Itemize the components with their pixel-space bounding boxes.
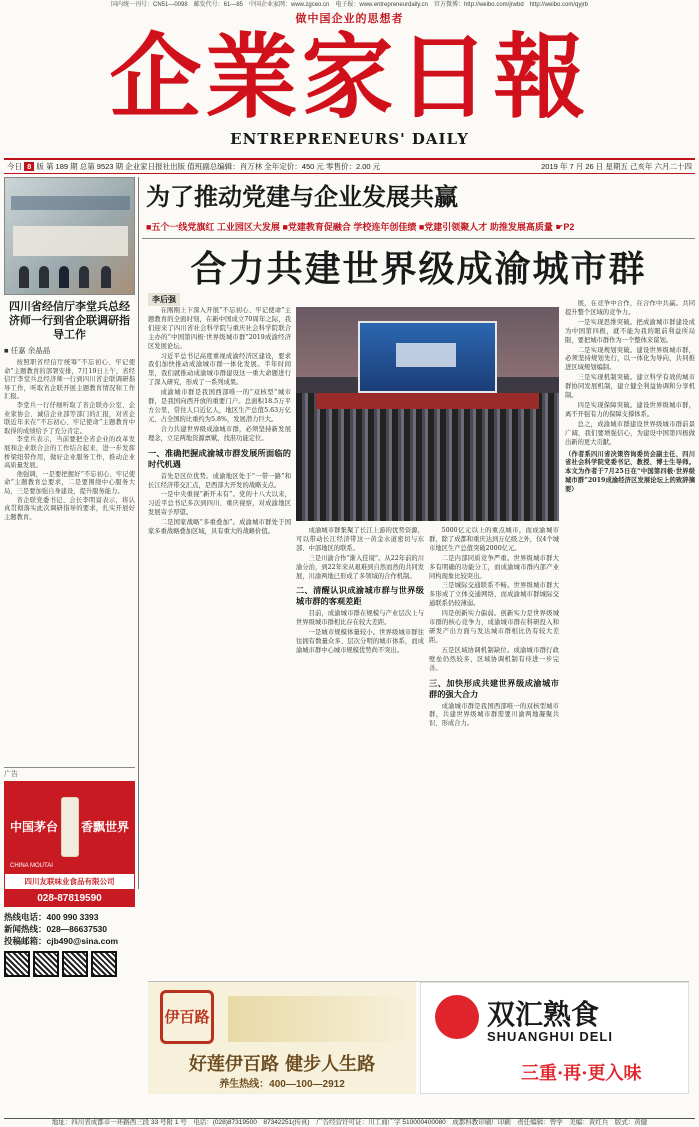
ad-brand-en: CHINA MOUTAI — [10, 863, 53, 869]
paragraph: 一是城市规模体量较小。世界级城市群往往拥有数量众多、层次分明的城市体系，而成渝城市群中心城市规模优势尚不突出。 — [296, 629, 424, 655]
main-headline: 合力共建世界级成渝城市群 — [190, 248, 647, 290]
masthead-chinese: 企業家日報 — [109, 23, 590, 131]
paragraph: 首先是区位优势。成渝地区处于“一带一路”和长江经济带交汇点，是西部大开发的战略支点。 — [148, 472, 291, 489]
hotline-1: 热线电话：400 990 3393 — [4, 912, 99, 922]
column-divider — [138, 177, 139, 889]
paragraph: 省企联党委书记、会长李明富表示，将认真贯彻落实此次调研指导的要求，扎实开展好主题教育。 — [4, 496, 135, 521]
paragraph: 成渝城市群是我国西部唯一的双核型城市群，共建世界级城市群需要川渝两地凝聚共识、形成合力。 — [429, 702, 559, 728]
paragraph: 三是实现机制突破。建立科学有效的城市群协同发展机制，建立健全利益协调和分享机制。 — [565, 374, 695, 400]
paragraph: 四是实现保障突破。建设世界级城市群，离不开强有力的保障支撑体系。 — [565, 401, 695, 418]
issue-date: 2019 年 7 月 26 日 星期五 己亥年 六月二十四 — [541, 162, 692, 171]
paragraph: 5000亿元以上的重点城市，而成渝城市群，除了成都和重庆达到万亿级之外，仅4个城市地区生产总值突破2000亿元。 — [429, 527, 559, 552]
article-column-2 — [296, 527, 424, 979]
ad-brand: 双汇熟食 — [487, 998, 600, 1031]
paragraph: 一是实现思维突破。把成渝城市群建设成为中国第四极，就不能为我的眼前利益所局限，要把城市群作为一个整体来谋划。 — [565, 318, 695, 344]
bottom-ads — [148, 981, 689, 1093]
paragraph: 总之，成渝城市群建设世界级城市群前景广阔，我们要增强信心，为建设中国第四极做出新的更大贡献。 — [565, 420, 695, 446]
kicker-subline: ■五个一线党旗红 工业园区大发展 ■党建教育促融合 学校连年创佳绩 ■党建引领聚人才 助推发展高质量 ☛P2 — [146, 222, 575, 232]
masthead-english: ENTREPRENEURS' DAILY — [230, 130, 469, 148]
paragraph: 习近平总书记高度重视成渝经济区建设，要求我们加快推动成渝城市群一体化发展。半年时间里，我们就推动成渝城市群建设这一重大命题进行了深入研究，形成了一系列成果。 — [148, 352, 291, 387]
author-note: （作者系四川省决策咨询委员会副主任、四川省社会科学院党委书记、教授、博士生导师。本文为作者于7月25日在“中国第四极·世界级城市群”2019成渝经济区发展论坛上的致辞摘要） — [565, 450, 695, 494]
left-article-body — [4, 359, 135, 764]
paragraph: 他强调，一是要把握好“不忘初心、牢记使命”主题教育总要求，二是要围绕中心服务大局，三是要加强自身建设，提升服务能力。 — [4, 470, 135, 495]
paragraph: 二是内部同质竞争严重。世界级城市群大多有明确的功能分工，而成渝城市群内部产业同构现象比较突出。 — [429, 554, 559, 580]
ad-company: 四川友联味业食品有限公司 — [4, 873, 135, 890]
meeting-photo — [4, 177, 135, 295]
paragraph: 一是中央重视“新开未有”。党的十八大以来，习近平总书记多次到四川、重庆视察，对成渝地区发展寄予厚望。 — [148, 491, 291, 517]
issue-info-bar — [4, 158, 695, 174]
author-label: 李后强 — [148, 293, 180, 306]
left-article-headline: 四川省经信厅李堂兵总经济师一行到省企联调研指导工作 — [9, 300, 130, 341]
qr-code-icon — [4, 951, 30, 977]
footer: 地址：四川省成都市一环路西三段 33 号附 1 号 电话：(028)87319500 87342251(传真) 广告经营许可证：川工商广字 510000400080 成都科教印刷厂印刷 责任编辑：曾学 美编：黄红兵 版式：黄健 — [4, 1118, 695, 1127]
paragraph: 成渝城市群集聚了长江上游的优势资源，可以带动长江经济带这一黄金水道密切与东部、中部地区的联系。 — [296, 527, 424, 552]
forum-photo — [296, 307, 559, 521]
hotline-3: 投稿邮箱：cjb490@sina.com — [4, 936, 119, 946]
paragraph: 按照职省经信厅统筹“不忘初心、牢记使命”主题教育的部署安排，7月19日上午，省经信厅李堂兵总经济师一行到四川省企联调研指导工作，听取省企联开展主题教育情况和工作汇报。 — [4, 359, 135, 401]
slogan: 做中国企业的思想者 — [295, 12, 404, 25]
left-article-byline: ■ 任嘉 余晶晶 — [4, 346, 51, 355]
paragraph: 二是国家战略“多重叠加”。成渝城市群处于国家多重战略叠加区域，具有重大的战略价值。 — [148, 519, 291, 536]
ad-slogan: 好莲伊百路 健步人生路 — [188, 1054, 376, 1075]
article-column-4 — [565, 300, 695, 979]
article-column-3 — [429, 527, 559, 979]
ad-phone: 028-87819590 — [4, 890, 135, 907]
ad-hotline: 养生热线：400—100—2912 — [219, 1079, 345, 1090]
moutai-ad — [4, 781, 135, 873]
shuanghui-ad — [420, 982, 689, 1094]
paragraph: 李堂兵表示，当前要把全省企业的改革发展和企业联合会的工作结合起来，进一步发挥桥梁纽带作用，做好企业服务工作，推动企业高质量发展。 — [4, 436, 135, 470]
qr-codes — [4, 951, 135, 981]
top-info-line: 国内统一刊号：CN51—0098 邮发代号：61—85 中国企业家网：www.zgceo.cn 电子报：www.entrepreneurdaily.cn 官方微博：http://weibo.com/jrwbd http://weibo.com/qyjrb — [110, 2, 589, 8]
ad-brand: 中国茅台 — [10, 819, 59, 834]
section-heading: 一、准确把握成渝城市群发展所面临的时代机遇 — [148, 447, 291, 469]
paragraph: 五是区域协调机制缺位。成渝城市群行政壁垒仍然较多，区域协调机制有待进一步完善。 — [429, 646, 559, 672]
paragraph: 成渝城市群是我国西部唯一的“双核型”城市群，是我国向西开放的重要门户。总面积18.5万平方公里，常住人口近亿人，地区生产总值5.63万亿元，占全国的比重约为5.8%，发展潜力巨大。 — [148, 389, 291, 423]
yibailu-ad — [148, 982, 416, 1094]
ad-art — [228, 996, 408, 1042]
brand-logo-icon — [435, 995, 479, 1039]
issue-text: 版 第 189 期 总第 9523 期 企业家日报社出版 值班副总编辑：肖万林 全年定价：450 元 零售价：2.00 元 — [36, 162, 381, 171]
ad-label: 广告 — [4, 767, 135, 779]
paragraph: 李堂兵一行仔细听取了省企联办公室、企业家协会、诚信企业部等部门的汇报，对省企联近年来在“不忘初心、牢记使命”主题教育中取得的成绩给予了充分肯定。 — [4, 401, 135, 435]
paragraph: 三是川渝合作“渐入佳境”。从22年前的川渝分治，到22年来从艰难到自然而然的共同发展，川渝两地已形成了多领域的合作机制。 — [296, 554, 424, 580]
paragraph: 合力共建世界级成渝城市群，必须坚持新发展理念，立足两地资源禀赋，找准功能定位。 — [148, 425, 291, 442]
hotlines — [4, 911, 135, 947]
paragraph: 在刚刚上下深入开展“不忘初心、牢记使命”主题教育的全面时刻，在新中国成立70周年之际，我们迎来了四川省社会科学院与重庆社会科学院联合主办的“中国第四极·世界级城市群”2019成渝经济区发展论坛。 — [148, 307, 291, 350]
page-number: 8 — [24, 162, 34, 171]
qr-code-icon — [33, 951, 59, 977]
ad-brand-en: SHUANGHUI DELI — [487, 1029, 613, 1044]
paragraph: 三是城际交通联系不畅。世界级城市群大多形成了立体交通网络，而成渝城市群城际交通联系仍较薄弱。 — [429, 582, 559, 608]
divider — [142, 238, 695, 239]
paragraph: 二是实现规划突破。建设世界级城市群，必须坚持规划先行，以一体化为导向，共同推进区域规划编制。 — [565, 346, 695, 372]
section-heading: 二、清醒认识成渝城市群与世界级城市群的客观差距 — [296, 585, 424, 607]
left-column — [4, 177, 135, 1115]
issue-details — [7, 160, 380, 173]
kicker-headline: 为了推动党建与企业发展共赢 — [146, 182, 458, 211]
ad-brand-seal: 伊百路 — [160, 990, 214, 1044]
ad-tagline: 香飘世界 — [80, 819, 129, 834]
qr-code-icon — [62, 951, 88, 977]
hotline-2: 新闻热线：028—86637530 — [4, 924, 108, 934]
paragraph: 四是创新实力偏弱。创新实力是世界级城市群的核心竞争力，成渝城市群在科研投入和研发产出方面与发达城市群相比仍有较大差距。 — [429, 610, 559, 644]
paragraph: 目前，成渝城市群在规模与产业层次上与世界级城市群相比存在较大差距。 — [296, 610, 424, 627]
section-heading: 三、加快形成共建世界级成渝城市群的强大合力 — [429, 677, 559, 699]
article-column-1 — [148, 307, 291, 979]
ad-slogan: 三重·再·更入味 — [521, 1063, 642, 1084]
paragraph: 展，在竞争中合作，在合作中共赢。共同提升整个区域的竞争力。 — [565, 300, 695, 316]
bottle-icon — [61, 797, 79, 857]
today-label: 今日 — [7, 162, 22, 171]
qr-code-icon — [91, 951, 117, 977]
